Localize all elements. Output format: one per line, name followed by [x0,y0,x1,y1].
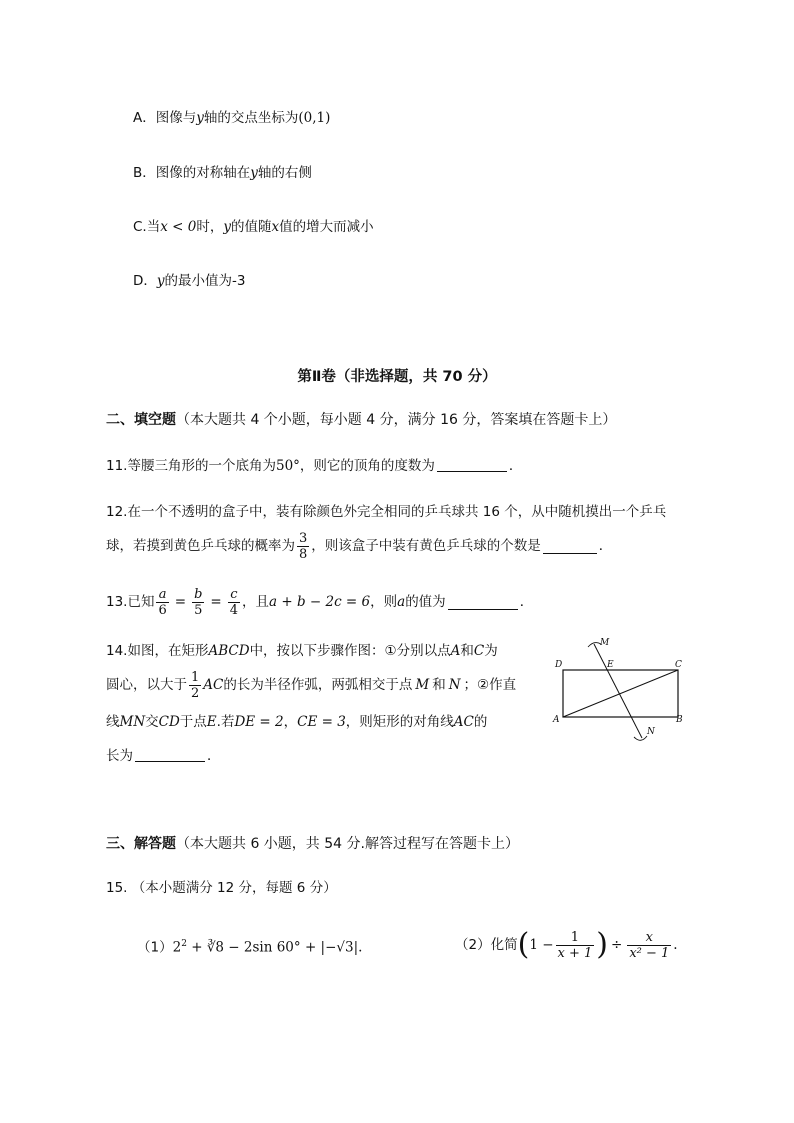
q15-part2-fraction-2 [627,930,671,961]
q14-point-e: E [206,714,217,730]
option-a [133,108,330,128]
q15-part2-f1-num: 1 [570,929,580,945]
q14-answer-blank [135,747,205,762]
section3-heading [106,834,519,854]
q14-l1a: 14.如图，在矩形 [106,643,209,659]
option-c-prefix: C.当 [133,219,161,235]
q13-fraction-c [228,587,240,618]
q15-heading: 15. （本小题满分 12 分，每题 6 分） [106,880,337,896]
label-c: C [675,660,682,670]
q12-line2 [106,526,612,566]
option-c-t3: 值的增大而减小 [279,219,374,235]
q12-text-a: 球，若摸到黄色乒乓球的概率为 [106,538,295,554]
q11-text2: ，则它的顶角的度数为 [299,458,435,474]
option-c-t1: 时， [196,219,224,235]
q13-equals-2: = [210,594,222,610]
q14-half-fraction [189,670,201,701]
q15-part1-label: （1） [137,939,173,956]
q13-frac-a-num: a [158,586,167,602]
q14-ac: AC [203,677,224,693]
diagonal-ac [563,670,678,717]
option-a-var: y [196,110,204,126]
q14-ac2: AC [453,714,474,730]
q13-mid: ，且 [242,594,269,610]
q13-fraction-a [156,587,168,618]
q13-prefix: 13.已知 [106,594,155,610]
q14-l3d: .若 [216,714,235,730]
question-11 [106,456,522,476]
q14-l3f: ，则矩形的对角线 [345,714,454,730]
q13-equals-1: = [174,594,187,610]
q14-line4 [106,746,221,766]
q14-l2b: 的长为半径作弧，两弧相交于点 [223,677,413,693]
q14-l3c: 于点 [179,714,207,730]
q14-l4: 长为 [106,748,133,764]
q13-fraction-b [192,587,204,618]
section2-title: 二、填空题 [106,412,176,428]
q14-point-c: C [473,643,485,659]
q15-part1-expression: + ∛8 − 2sin 60° + |−√3|. [186,939,363,956]
option-d-prefix: D． [133,273,157,289]
q14-half-num: 1 [191,669,200,685]
option-b-text: 轴的右侧 [257,165,312,181]
q14-l3b: 交 [145,714,159,730]
q15-part2-end: . [673,937,678,953]
q13-frac-b-den: 5 [194,602,203,618]
q11-answer-blank [437,457,507,472]
q12-text-b: ，则该盒子中装有黄色乒乓球的个数是 [311,538,541,554]
q12-frac-den: 8 [299,546,308,562]
q15-part2-f1-den: x + 1 [557,945,593,961]
option-b-var: y [250,165,258,181]
option-b [133,163,312,183]
section2-note: （本大题共 4 个小题，每小题 4 分，满分 16 分，答案填在答题卡上） [176,412,617,428]
q15-part2 [455,922,678,968]
q12-frac-num: 3 [299,530,308,546]
q14-l3g: 的 [473,714,488,730]
q13-frac-c-num: c [230,586,238,602]
q14-point-a: A [450,643,461,659]
q14-line3 [106,712,487,732]
label-a: A [553,715,560,725]
option-c [133,217,374,237]
label-e: E [607,660,614,670]
option-c-var-x: x [271,219,280,235]
q14-point-n: N [448,677,461,693]
q14-mn: MN [119,714,146,730]
q14-l1b: 中，按以下步骤作图：①分别以点 [249,643,451,659]
q15-part2-f2-den: x² − 1 [629,945,670,961]
q13-condition: a + b − 2c = 6 [269,594,371,610]
q15-part2-divide: ÷ [611,937,623,953]
part2-title: 第Ⅱ卷（非选择题，共 70 分） [297,369,497,385]
q11-angle: 50° [275,458,300,474]
q14-l2c: ；②作直 [463,677,517,693]
q11-text: 11.等腰三角形的一个底角为 [106,458,276,474]
q15-part1 [137,934,362,958]
option-b-prefix: B．图像的对称轴在 [133,165,251,181]
q15-part2-label: （2）化简 [455,937,518,953]
q15-part1-exponent: 2 [181,939,187,949]
q13-frac-a-den: 6 [158,602,167,618]
q14-rectangle-figure [548,634,698,744]
q14-line2 [106,664,516,706]
q15-part1-base: 2 [172,939,182,956]
q14-half-den: 2 [191,685,200,701]
arc-n [634,736,647,740]
q14-and2: 和 [432,677,446,693]
q14-l2a: 圆心，以大于 [106,677,187,693]
q13-var: a [397,594,406,610]
q14-l1c: 为 [484,643,498,659]
question-13 [106,580,533,624]
q13-frac-c-den: 4 [229,602,238,618]
q13-answer-blank [448,595,518,610]
option-d-var: y [156,273,165,289]
section3-title: 三、解答题 [106,836,176,852]
line-mn [594,644,642,738]
label-b: B [676,715,683,725]
option-a-value: (0,1) [298,110,331,126]
option-d [133,271,246,291]
q13-end: ． [519,594,534,610]
q13-frac-b-num: b [194,586,203,602]
q14-ce: CE = 3 [297,714,346,730]
q14-point-m: M [415,677,430,693]
label-n: N [647,727,655,737]
q14-line1 [106,641,498,661]
option-a-prefix: A．图像与 [133,110,197,126]
q15-part2-fraction-1 [556,930,595,961]
q12-line1: 12.在一个不透明的盒子中，装有除颜色外完全相同的乒乓球共 16 个，从中随机摸出一个乒乓 [106,504,667,520]
q12-end: ． [598,538,613,554]
q14-l3a: 线 [106,714,120,730]
label-d: D [555,660,563,670]
q13-mid2: ，则 [370,594,398,610]
q15-part2-f2-num: x [645,929,653,945]
q15-part2-one-minus: 1 − [529,937,554,953]
option-c-t2: 的值随 [230,219,272,235]
q14-abcd: ABCD [208,643,250,659]
q14-de: DE = 2 [234,714,284,730]
option-d-text: 的最小值为-3 [164,273,246,289]
q14-end: ． [207,748,221,764]
option-c-cond: x < 0 [160,219,197,235]
section2-heading [106,410,616,430]
option-a-text: 轴的交点坐标为 [203,110,299,126]
q14-l3e: ， [283,714,298,730]
q12-fraction [297,531,309,562]
q13-suffix: 的值为 [405,594,446,610]
label-m: M [600,638,610,648]
left-paren: ( [517,927,530,962]
q14-and: 和 [460,643,474,659]
option-c-var-y: y [223,219,231,235]
section3-note: （本大题共 6 小题，共 54 分.解答过程写在答题卡上） [176,836,519,852]
q11-end: ． [508,458,523,474]
q12-answer-blank [543,539,597,554]
q14-cd: CD [158,714,180,730]
right-paren: ) [596,927,608,962]
